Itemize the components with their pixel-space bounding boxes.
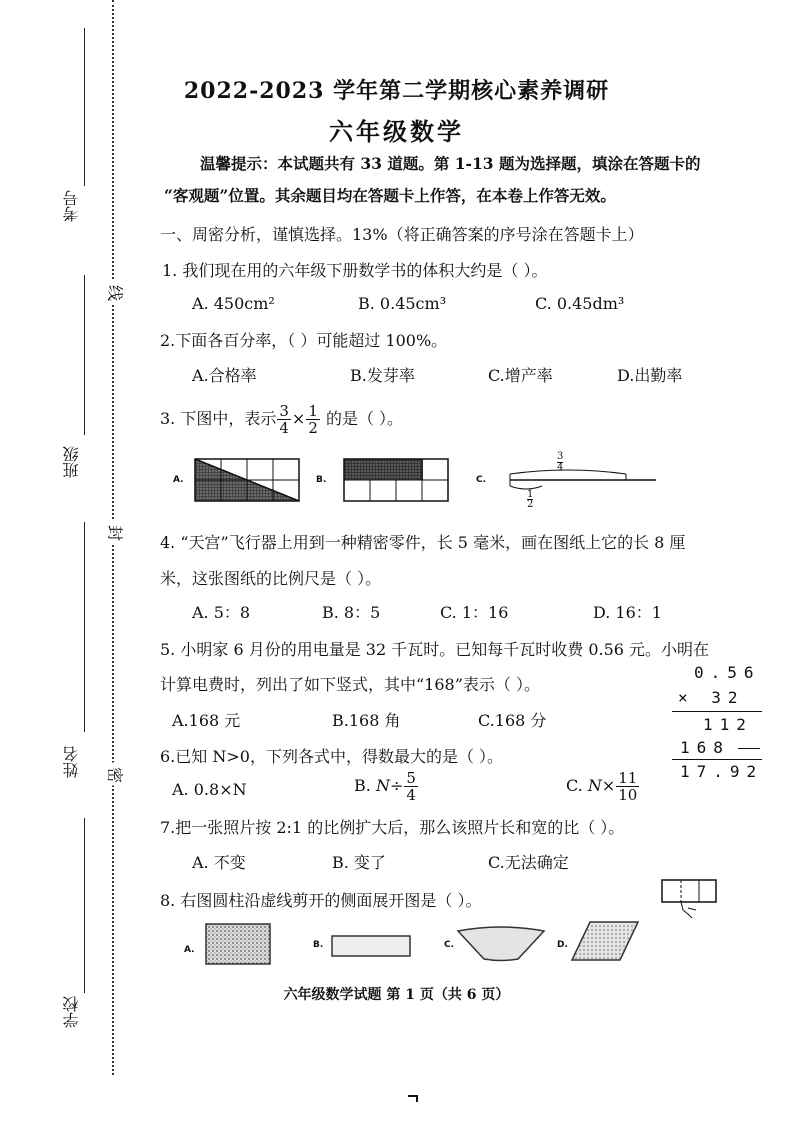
q6-option-b-fraction: $\frac{5}{4}$ <box>406 769 416 804</box>
q5-option-b: B.168 角 <box>332 711 401 730</box>
q4-option-d: D. 16：1 <box>593 603 662 622</box>
q2-option-b: B.发芽率 <box>350 366 415 385</box>
q7-stem: 7.把一张照片按 2:1 的比例扩大后，那么该照片长和宽的比（ ）。 <box>160 818 625 837</box>
notice-line-2: “客观题”位置。其余题目均在答题卡上作答，在本卷上作答无效。 <box>164 186 616 205</box>
q4-option-c: C. 1：16 <box>440 603 509 622</box>
q4-option-b: B. 8：5 <box>322 603 381 622</box>
q7-option-a: A. 不变 <box>192 853 246 872</box>
q7-option-b: B. 变了 <box>332 853 386 872</box>
q5-option-c: C.168 分 <box>478 711 547 730</box>
school-underline <box>84 818 85 993</box>
name-underline <box>84 522 85 732</box>
section-1-title: 一、周密分析，谨慎选择。13%（将正确答案的序号涂在答题卡上） <box>160 225 644 244</box>
q3-option-b-figure <box>343 458 449 502</box>
q5-line-2: 计算电费时，列出了如下竖式，其中“168”表示（ ）。 <box>160 675 540 694</box>
q5-vertical-row-3: 112 <box>703 715 753 734</box>
q8-option-d-label: D. <box>557 940 568 950</box>
q3-fraction-2: $\frac{1}{2}$ <box>308 402 318 437</box>
notice-line-1: 温馨提示：本试题共有 33 道题。第 1-13 题为选择题，填涂在答题卡的 <box>200 154 701 173</box>
fold-label-line: 线 <box>107 282 124 302</box>
q5-vertical-row-5: 17.92 <box>680 762 764 781</box>
q3-option-b-label: B. <box>316 475 327 485</box>
exam-no-label: 考号 <box>62 190 81 222</box>
q1-option-b: B. 0.45cm³ <box>358 294 447 313</box>
q8-option-c-figure <box>456 925 546 963</box>
q3-stem <box>160 401 403 437</box>
q8-cylinder-figure <box>658 876 722 922</box>
q5-vertical-row-2: × 32 <box>678 688 745 707</box>
q8-option-a-label: A. <box>184 945 195 955</box>
q3-option-a-figure <box>194 458 300 502</box>
q5-option-a: A.168 元 <box>172 711 241 730</box>
q6-option-a: A. 0.8×N <box>172 780 247 799</box>
q6-option-c-fraction: $\frac{11}{10}$ <box>618 769 638 804</box>
q2-option-c: C.增产率 <box>488 366 553 385</box>
page-footer: 六年级数学试题 第 1 页（共 6 页） <box>283 987 510 1003</box>
q3-option-a-label: A. <box>173 475 184 485</box>
q5-line-1: 5. 小明家 6 月份的用电量是 32 千瓦时。已知每千瓦时收费 0.56 元。小明在 <box>160 640 710 659</box>
q3-option-c-label: C. <box>476 475 487 485</box>
q8-option-c-label: C. <box>444 940 455 950</box>
exam-no-underline <box>84 28 85 186</box>
name-label: 姓名 <box>62 746 81 778</box>
q5-vertical-row-4: 168 <box>680 738 730 757</box>
q4-line-1: 4. “天宫”飞行器上用到一种精密零件，长 5 毫米，画在图纸上它的长 8 厘 <box>160 533 686 552</box>
q3-stem-post: 的是（ ）。 <box>325 409 404 428</box>
q8-option-b-figure <box>330 934 412 958</box>
q1-option-a: A. 450cm² <box>192 294 275 313</box>
q5-vertical-arrow <box>738 748 760 749</box>
q2-option-d: D.出勤率 <box>617 366 683 385</box>
q8-option-d-figure <box>570 920 640 962</box>
q1-stem: 1. 我们现在用的六年级下册数学书的体积大约是（ ）。 <box>162 261 548 280</box>
q4-option-a: A. 5：8 <box>192 603 251 622</box>
q2-stem: 2.下面各百分率，（ ）可能超过 100%。 <box>160 331 448 350</box>
q3-option-c-bottom-fraction: 1 2 <box>527 489 534 510</box>
q6-option-b: B. N÷ $\frac{5}{4}$ <box>354 769 416 804</box>
q3-option-c-top-fraction: 3 4 <box>557 451 564 473</box>
class-label: 班级 <box>62 446 81 478</box>
q2-option-a: A.合格率 <box>192 366 257 385</box>
exam-subtitle: 六年级数学 <box>329 117 464 146</box>
fold-label-seal: 封 <box>107 522 124 542</box>
class-underline <box>84 275 85 435</box>
q8-option-a-figure <box>204 922 272 966</box>
q5-vertical-rule-2 <box>672 759 762 760</box>
q3-stem-pre: 3. 下图中，表示 <box>160 409 277 428</box>
q5-vertical-row-1: 0.56 <box>694 663 761 682</box>
q8-option-b-label: B. <box>313 940 324 950</box>
exam-title: 2022-2023 学年第二学期核心素养调研 <box>183 78 610 104</box>
q1-option-c: C. 0.45dm³ <box>535 294 625 313</box>
q6-stem: 6.已知 N>0，下列各式中，得数最大的是（ ）。 <box>160 747 504 766</box>
q4-line-2: 米，这张图纸的比例尺是（ ）。 <box>160 569 382 588</box>
q8-stem: 8. 右图圆柱沿虚线剪开的侧面展开图是（ ）。 <box>160 891 482 910</box>
q5-vertical-rule-1 <box>672 711 762 712</box>
q7-option-c: C.无法确定 <box>488 853 569 872</box>
q6-option-c: C. N× $\frac{11}{10}$ <box>566 769 638 804</box>
fold-label-secret: 密 <box>107 764 124 784</box>
corner-mark <box>408 1095 418 1102</box>
school-label: 学校 <box>62 996 81 1028</box>
q3-times: × <box>291 409 306 428</box>
q3-fraction-1: $\frac{3}{4}$ <box>279 402 289 437</box>
